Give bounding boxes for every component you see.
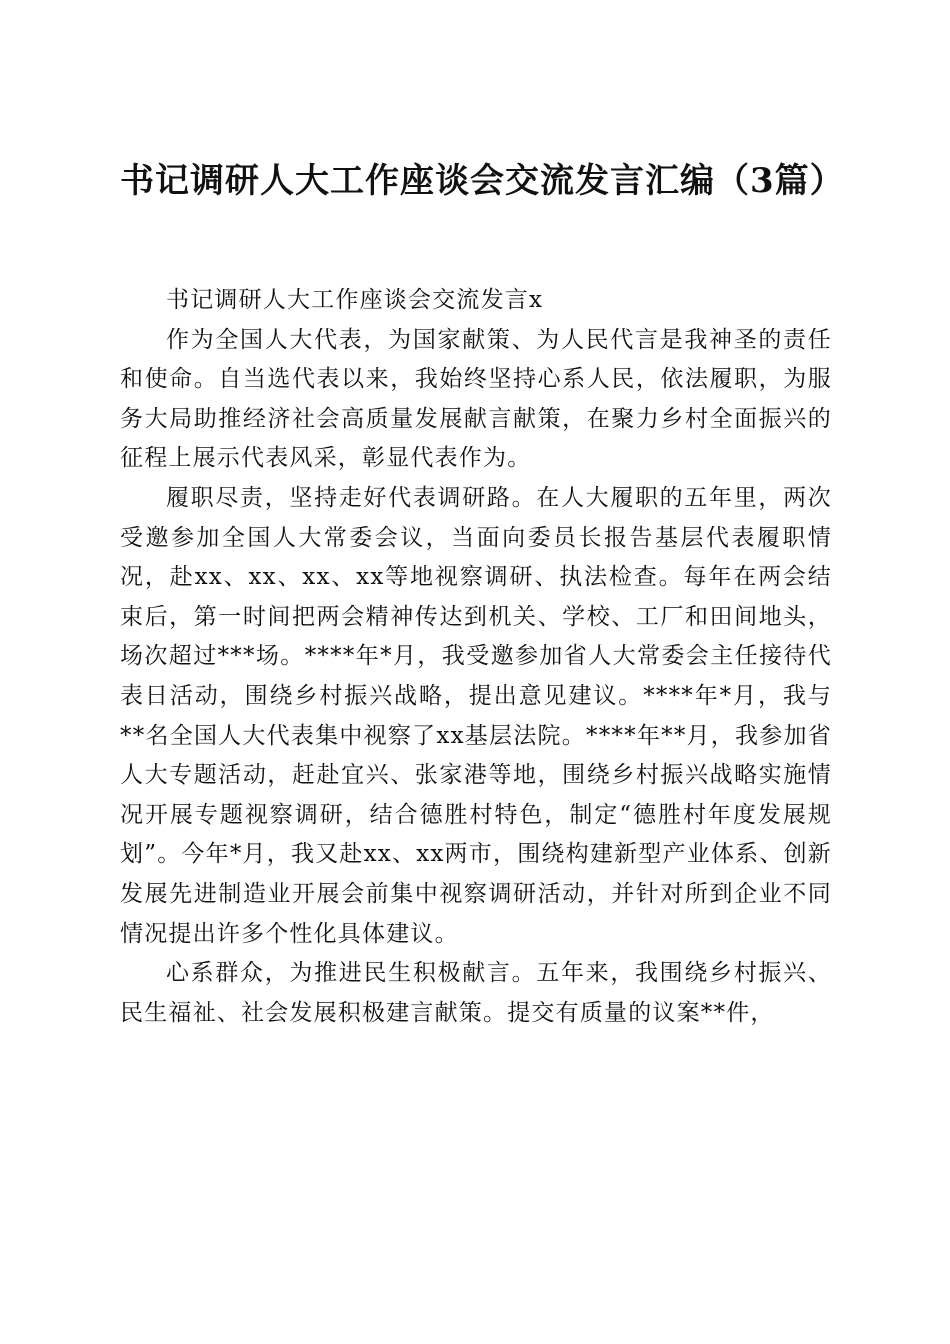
document-body: [120, 281, 832, 1033]
paragraph-intro: 作为全国人大代表，为国家献策、为人民代言是我神圣的责任和使命。自当选代表以来，我始终坚持心系人民，依法履职，为服务大局助推经济社会高质量发展献言献策，在聚力乡村全面振兴的征程上展示代表风采，彰显代表作为。: [120, 326, 832, 472]
paragraph-livelihood: 心系群众，为推进民生积极献言。五年来，我围绕乡村振兴、民生福祉、社会发展积极建言献策。提交有质量的议案**件，: [120, 960, 832, 1026]
document-title: 书记调研人大工作座谈会交流发言汇编（3篇）: [120, 160, 845, 201]
paragraph-research: 履职尽责，坚持走好代表调研路。在人大履职的五年里，两次受邀参加全国人大常委会议，当面向委员长报告基层代表履职情况，赴xx、xx、xx、xx等地视察调研、执法检查。每年在两会结束后，第一时间把两会精神传达到机关、学校、工厂和田间地头，场次超过***场。****年*月，我受邀参加省人大常委会主任接待代表日活动，围绕乡村振兴战略，提出意见建议。****年*月，我与**名全国人大代表集中视察了xx基层法院。****年**月，我参加省人大专题活动，赶赴宜兴、张家港等地，围绕乡村振兴战略实施情况开展专题视察调研，结合德胜村特色，制定“德胜村年度发展规划”。今年*月，我又赴xx、xx两市，围绕构建新型产业体系、创新发展先进制造业开展会前集中视察调研活动，并针对所到企业不同情况提出许多个性化具体建议。: [120, 484, 832, 947]
paragraph-subtitle: 书记调研人大工作座谈会交流发言x: [166, 287, 544, 313]
